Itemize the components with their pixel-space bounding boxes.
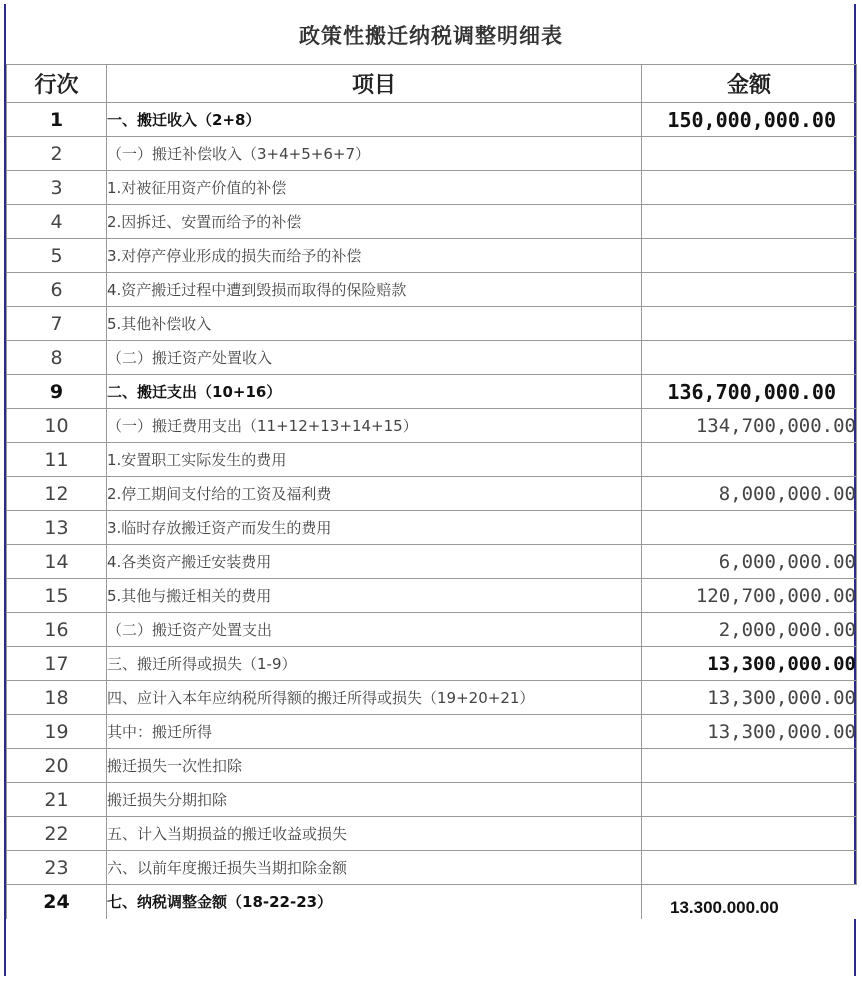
amount-cell: [642, 817, 857, 851]
amount-cell: [642, 239, 857, 273]
table-row: [7, 443, 857, 477]
item-cell: （一）搬迁费用支出（11+12+13+14+15）: [107, 409, 642, 443]
amount-cell: [642, 851, 857, 885]
amount-cell: [642, 443, 857, 477]
table-row: [7, 137, 857, 171]
row-number-cell: 22: [7, 817, 107, 851]
table-row: [7, 715, 857, 749]
table-row: [7, 885, 857, 919]
item-cell: 3.临时存放搬迁资产而发生的费用: [107, 511, 642, 545]
header-item: 项目: [107, 65, 642, 103]
row-number-cell: 15: [7, 579, 107, 613]
row-number-cell: 3: [7, 171, 107, 205]
amount-cell: [642, 341, 857, 375]
table-row: [7, 545, 857, 579]
amount-cell: 8,000,000.00: [642, 477, 857, 511]
table-row: [7, 103, 857, 137]
row-number-cell: 4: [7, 205, 107, 239]
item-cell: 搬迁损失一次性扣除: [107, 749, 642, 783]
item-cell: 3.对停产停业形成的损失而给予的补偿: [107, 239, 642, 273]
row-number-cell: 12: [7, 477, 107, 511]
row-number-cell: 19: [7, 715, 107, 749]
table-row: [7, 375, 857, 409]
row-number-cell: 5: [7, 239, 107, 273]
table-row: [7, 647, 857, 681]
amount-cell: [642, 273, 857, 307]
table-row: [7, 749, 857, 783]
row-number-cell: 6: [7, 273, 107, 307]
table-row: [7, 851, 857, 885]
amount-cell: 13,300,000.00: [642, 647, 857, 681]
table-row: [7, 579, 857, 613]
item-cell: 一、搬迁收入（2+8）: [107, 103, 642, 137]
table-row: [7, 307, 857, 341]
item-cell: 四、应计入本年应纳税所得额的搬迁所得或损失（19+20+21）: [107, 681, 642, 715]
amount-cell: 6,000,000.00: [642, 545, 857, 579]
header-row-number: 行次: [7, 65, 107, 103]
amount-cell: 13,300,000.00: [642, 715, 857, 749]
item-cell: （二）搬迁资产处置收入: [107, 341, 642, 375]
item-cell: 4.资产搬迁过程中遭到毁损而取得的保险赔款: [107, 273, 642, 307]
table-row: [7, 171, 857, 205]
row-number-cell: 2: [7, 137, 107, 171]
amount-cell: [642, 171, 857, 205]
row-number-cell: 8: [7, 341, 107, 375]
amount-cell: 13.300.000.00: [642, 885, 857, 919]
item-cell: 5.其他与搬迁相关的费用: [107, 579, 642, 613]
amount-cell: 2,000,000.00: [642, 613, 857, 647]
row-number-cell: 23: [7, 851, 107, 885]
item-cell: 5.其他补偿收入: [107, 307, 642, 341]
row-number-cell: 16: [7, 613, 107, 647]
table-row: [7, 477, 857, 511]
amount-cell: 120,700,000.00: [642, 579, 857, 613]
row-number-cell: 24: [7, 885, 107, 919]
page-title: 政策性搬迁纳税调整明细表: [6, 6, 856, 65]
table-row: [7, 205, 857, 239]
row-number-cell: 9: [7, 375, 107, 409]
row-number-cell: 10: [7, 409, 107, 443]
row-number-cell: 7: [7, 307, 107, 341]
tax-adjustment-table: [6, 64, 857, 919]
item-cell: 三、搬迁所得或损失（1-9）: [107, 647, 642, 681]
row-number-cell: 13: [7, 511, 107, 545]
amount-cell: 136,700,000.00: [642, 375, 857, 409]
amount-cell: [642, 783, 857, 817]
item-cell: 搬迁损失分期扣除: [107, 783, 642, 817]
table-row: [7, 817, 857, 851]
item-cell: （二）搬迁资产处置支出: [107, 613, 642, 647]
amount-cell: 150,000,000.00: [642, 103, 857, 137]
table-row: [7, 681, 857, 715]
table-row: [7, 511, 857, 545]
amount-cell: [642, 137, 857, 171]
item-cell: 其中：搬迁所得: [107, 715, 642, 749]
row-number-cell: 21: [7, 783, 107, 817]
row-number-cell: 1: [7, 103, 107, 137]
item-cell: 五、计入当期损益的搬迁收益或损失: [107, 817, 642, 851]
amount-cell: [642, 307, 857, 341]
amount-cell: [642, 511, 857, 545]
item-cell: 1.对被征用资产价值的补偿: [107, 171, 642, 205]
row-number-cell: 11: [7, 443, 107, 477]
amount-cell: [642, 205, 857, 239]
amount-cell: 134,700,000.00: [642, 409, 857, 443]
row-number-cell: 20: [7, 749, 107, 783]
item-cell: 七、纳税调整金额（18-22-23）: [107, 885, 642, 919]
item-cell: 二、搬迁支出（10+16）: [107, 375, 642, 409]
row-number-cell: 14: [7, 545, 107, 579]
table-row: [7, 783, 857, 817]
item-cell: 2.停工期间支付给的工资及福利费: [107, 477, 642, 511]
item-cell: 2.因拆迁、安置而给予的补偿: [107, 205, 642, 239]
row-number-cell: 18: [7, 681, 107, 715]
amount-cell: [642, 749, 857, 783]
table-row: [7, 239, 857, 273]
item-cell: 1.安置职工实际发生的费用: [107, 443, 642, 477]
table-row: [7, 341, 857, 375]
item-cell: 4.各类资产搬迁安装费用: [107, 545, 642, 579]
amount-cell: 13,300,000.00: [642, 681, 857, 715]
table-row: [7, 409, 857, 443]
row-number-cell: 17: [7, 647, 107, 681]
table-row: [7, 273, 857, 307]
header-amount: 金额: [642, 65, 857, 103]
item-cell: （一）搬迁补偿收入（3+4+5+6+7）: [107, 137, 642, 171]
item-cell: 六、以前年度搬迁损失当期扣除金额: [107, 851, 642, 885]
table-row: [7, 613, 857, 647]
header-row: [7, 65, 857, 103]
